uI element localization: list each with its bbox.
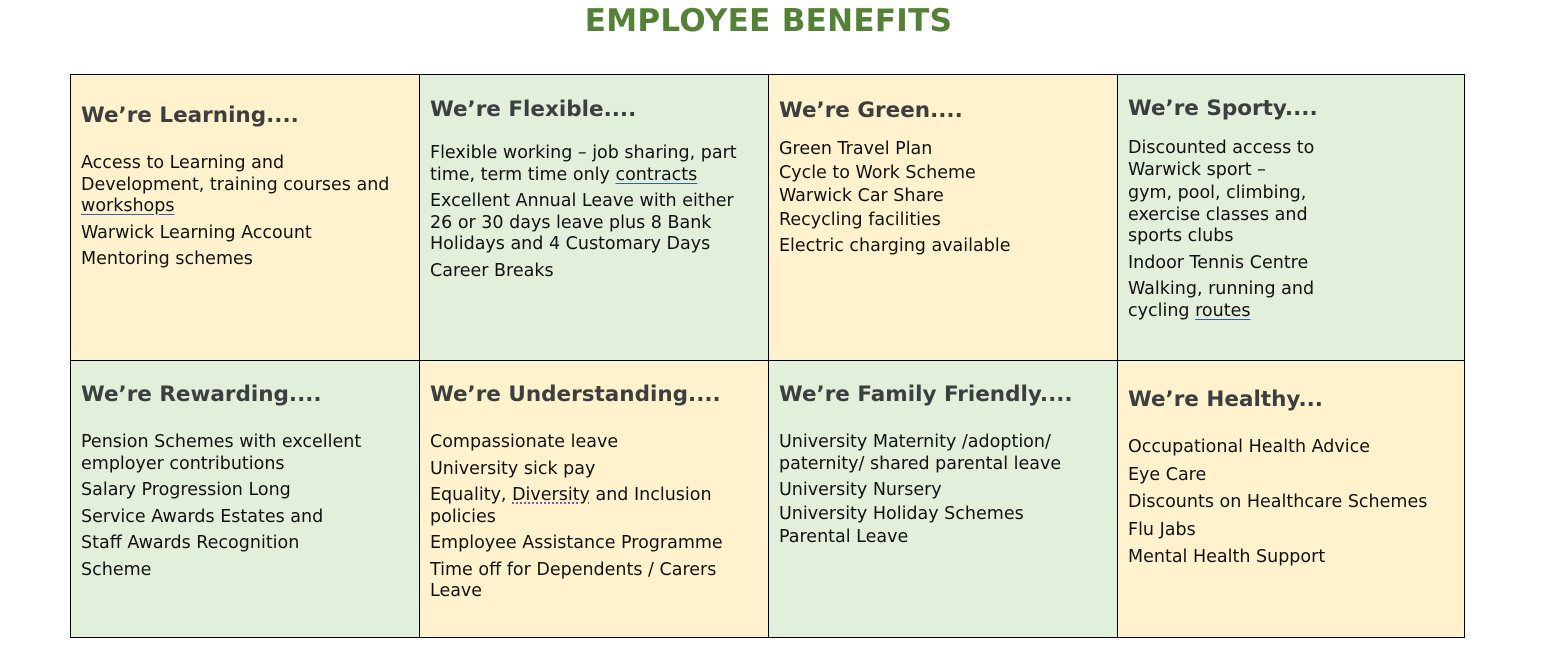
benefit-cell-healthy	[1118, 361, 1464, 637]
benefit-list	[430, 432, 750, 603]
benefit-list	[779, 432, 1069, 549]
benefit-list	[1128, 138, 1333, 322]
benefits-grid	[70, 74, 1465, 638]
list-item: University Nursery	[779, 480, 942, 500]
workshops-link[interactable]: workshops	[81, 196, 175, 216]
routes-link[interactable]: routes	[1195, 300, 1251, 321]
list-item: Compassionate leave	[430, 432, 619, 452]
list-item: Access to Learning and Development, training courses and workshops	[81, 153, 390, 216]
cell-heading: We’re Family Friendly....	[779, 382, 1073, 407]
list-item: Equality, Diversity and Inclusion policies	[430, 485, 712, 527]
list-item: Discounts on Healthcare Schemes	[1128, 492, 1428, 512]
list-item: University Maternity /adoption/ paternity/ shared parental leave	[779, 432, 1062, 474]
list-item: Cycle to Work Scheme	[779, 162, 976, 183]
list-item: Flexible working – job sharing, part time, term time only contracts	[430, 143, 737, 185]
list-item: Pension Schemes with excellent employer contributions	[81, 432, 362, 474]
cell-heading: We’re Flexible....	[430, 97, 637, 122]
benefit-cell-rewarding	[71, 361, 420, 637]
list-item: Indoor Tennis Centre	[1128, 252, 1309, 273]
list-item: Warwick Learning Account	[81, 222, 312, 243]
benefit-list	[81, 153, 411, 271]
list-item: Occupational Health Advice	[1128, 437, 1371, 457]
benefit-cell-family-friendly	[769, 361, 1118, 637]
benefit-list	[81, 432, 381, 581]
list-item: gym, pool, climbing, exercise classes and sports clubs	[1128, 183, 1308, 246]
list-item: Parental Leave	[779, 527, 909, 547]
list-item: Walking, running and cycling routes	[1128, 279, 1315, 321]
list-item: Salary Progression Long	[81, 480, 291, 500]
list-item: Service Awards Estates and	[81, 506, 324, 527]
cell-heading: We’re Learning....	[81, 103, 299, 128]
diversity-word: Diversity	[512, 485, 590, 505]
list-item: Mentoring schemes	[81, 249, 253, 269]
cell-heading: We’re Rewarding....	[81, 382, 322, 407]
list-item: Electric charging available	[779, 236, 1011, 256]
benefit-cell-flexible	[420, 75, 769, 361]
list-item: University Holiday Schemes	[779, 503, 1024, 524]
list-item: Recycling facilities	[779, 209, 941, 230]
list-item: Warwick Car Share	[779, 186, 944, 206]
cell-heading: We’re Understanding....	[430, 382, 721, 407]
cell-heading: We’re Sporty....	[1128, 96, 1318, 121]
list-item: University sick pay	[430, 458, 596, 479]
benefit-list	[779, 139, 1109, 258]
cell-heading: We’re Green....	[779, 98, 963, 123]
benefit-list	[1128, 437, 1456, 569]
list-item: Time off for Dependents / Carers Leave	[430, 559, 717, 601]
list-item: Discounted access to Warwick sport –	[1128, 138, 1315, 180]
cell-heading: We’re Healthy...	[1128, 387, 1323, 412]
list-item: Eye Care	[1128, 464, 1207, 485]
list-item: Excellent Annual Leave with either 26 or 30 days leave plus 8 Bank Holidays and 4 Customary Days	[430, 191, 734, 254]
list-item: Career Breaks	[430, 260, 554, 281]
benefit-cell-learning	[71, 75, 420, 361]
list-item: Green Travel Plan	[779, 139, 933, 159]
list-item: Employee Assistance Programme	[430, 533, 723, 553]
benefit-cell-green	[769, 75, 1118, 361]
list-item: Staff Awards Recognition	[81, 533, 300, 553]
page-title: EMPLOYEE BENEFITS	[584, 3, 953, 39]
list-item: Flu Jabs	[1128, 519, 1196, 540]
benefit-list	[430, 143, 760, 282]
list-item: Scheme	[81, 559, 152, 580]
benefit-cell-understanding	[420, 361, 769, 637]
contracts-link[interactable]: contracts	[615, 164, 698, 185]
list-item: Mental Health Support	[1128, 547, 1326, 567]
benefit-cell-sporty	[1118, 75, 1464, 361]
